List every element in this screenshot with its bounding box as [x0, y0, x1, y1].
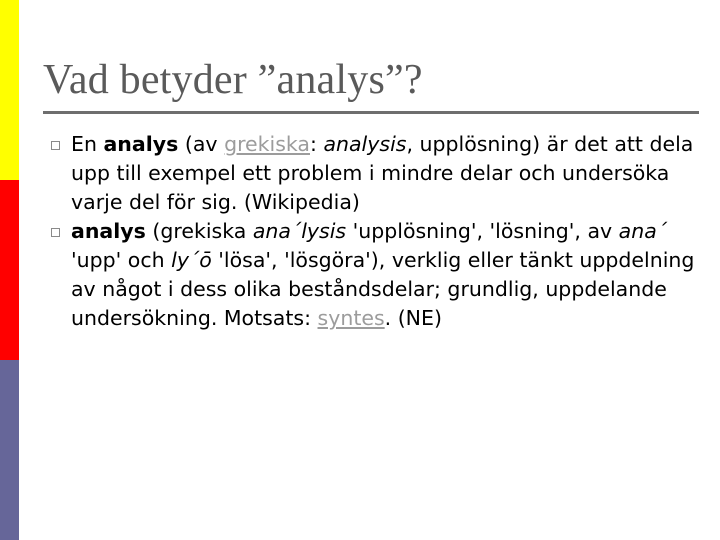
text: . (NE) [384, 306, 442, 330]
text: (grekiska [145, 219, 253, 243]
hollow-square-bullet-icon [51, 228, 60, 237]
text: , upplösning) är det att dela upp till exempel ett problem i mindre delar och undersöka varje del för sig. (Wikipedia) [71, 132, 694, 214]
text: En [71, 132, 104, 156]
title-underline [43, 111, 699, 114]
text: (av [178, 132, 225, 156]
side-bar-purple [0, 360, 19, 540]
bold-term: analys [103, 132, 179, 156]
hollow-square-bullet-icon [51, 141, 60, 150]
side-bar-yellow [0, 0, 19, 180]
bullet-item-ne [48, 217, 698, 333]
italic-term: ly´ō [171, 248, 212, 272]
syntes-link[interactable]: syntes [317, 306, 385, 330]
bold-term: analys [71, 219, 146, 243]
slide-title: Vad betyder ”analys”? [43, 57, 423, 103]
text: 'upp' och [71, 248, 172, 272]
side-bar-red [0, 180, 19, 360]
text: : [310, 132, 324, 156]
italic-term: ana´ [618, 219, 668, 243]
bullet-item-wikipedia [48, 130, 698, 217]
grekiska-link[interactable]: grekiska [224, 132, 310, 156]
slide-body [48, 130, 698, 333]
italic-term: ana´lysis [252, 219, 347, 243]
italic-term: analysis [323, 132, 407, 156]
text: 'upplösning', 'lösning', av [346, 219, 619, 243]
text: 'lösa', 'lösgöra'), verklig eller tänkt uppdelning av något i dess olika beståndsdelar; grundlig, uppdelande undersökning. Motsats: [71, 248, 695, 330]
